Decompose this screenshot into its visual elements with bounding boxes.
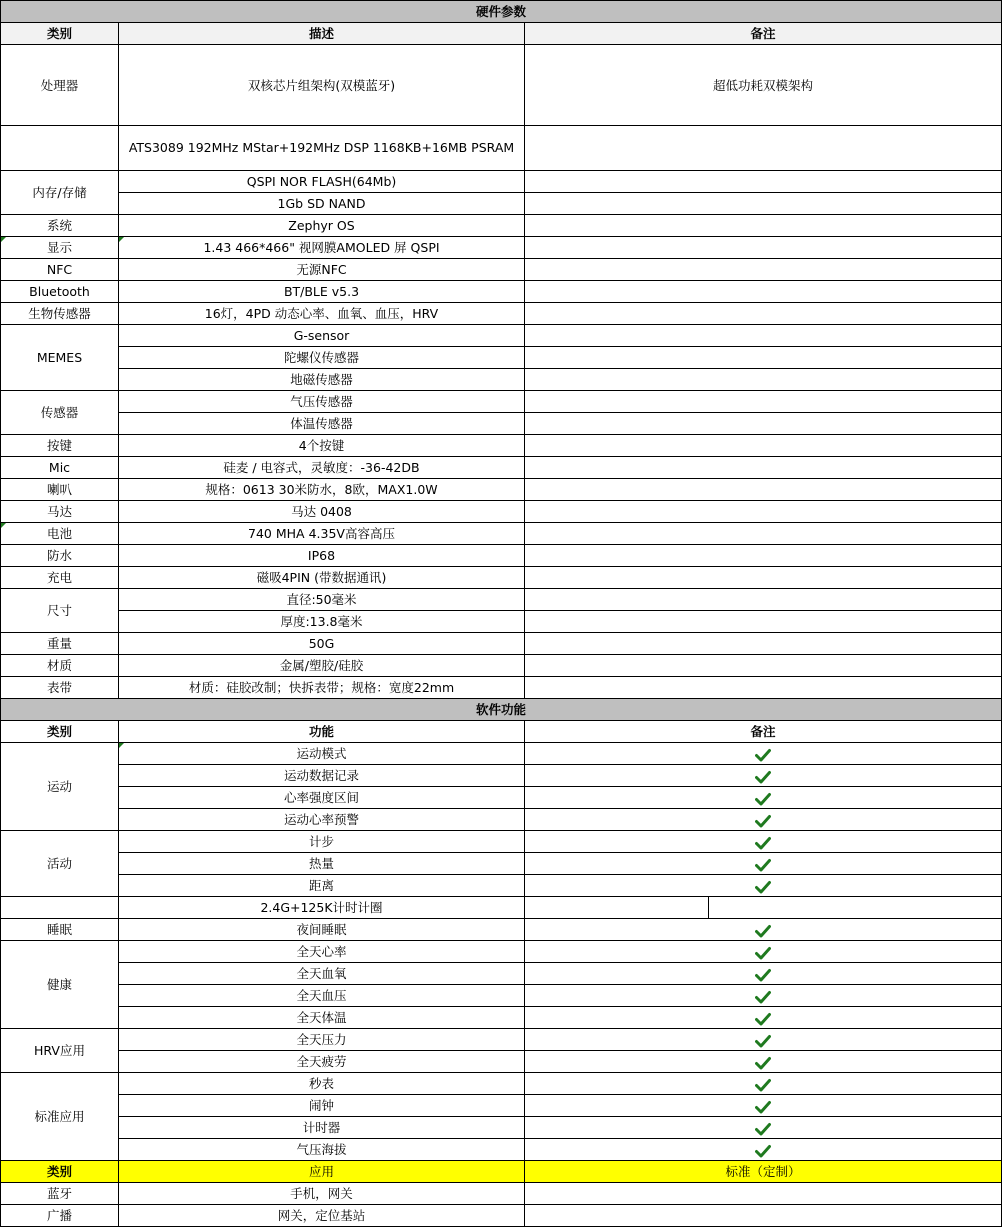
table-row [1,457,1002,479]
note-cell [525,567,1002,589]
table-row [1,677,1002,699]
desc-cell: 马达 0408 [119,501,525,523]
table-row [1,413,1002,435]
check-icon [755,1144,771,1158]
table-row [1,655,1002,677]
function-cell: 2.4G+125K计时计圈 [119,897,525,919]
function-cell: 心率强度区间 [119,787,525,809]
note-check-cell [525,985,1002,1007]
table-row [1,699,1002,721]
desc-cell: G-sensor [119,325,525,347]
table-row [1,1,1002,23]
check-icon [755,1100,771,1114]
category-cell: 标准应用 [1,1073,119,1161]
desc-cell: 双核芯片组架构(双模蓝牙) [119,45,525,126]
desc-cell: 体温传感器 [119,413,525,435]
note-cell [525,435,1002,457]
note-cell [525,1183,1002,1205]
note-cell [525,347,1002,369]
table-row [1,963,1002,985]
category-cell: 睡眠 [1,919,119,941]
category-cell: MEMES [1,325,119,391]
table-row [1,1161,1002,1183]
note-cell [525,545,1002,567]
table-row [1,1051,1002,1073]
desc-cell: QSPI NOR FLASH(64Mb) [119,171,525,193]
note-cell [525,215,1002,237]
function-cell: 闹钟 [119,1095,525,1117]
desc-cell: 直径:50毫米 [119,589,525,611]
note-cell [525,1205,1002,1227]
function-cell: 夜间睡眠 [119,919,525,941]
table-row [1,787,1002,809]
category-cell: 充电 [1,567,119,589]
header-category: 类别 [1,1161,119,1183]
header-standard: 标准（定制） [525,1161,1002,1183]
function-cell: 运动心率预警 [119,809,525,831]
desc-cell: IP68 [119,545,525,567]
category-cell: 广播 [1,1205,119,1227]
table-row [1,501,1002,523]
table-row [1,941,1002,963]
category-cell: 重量 [1,633,119,655]
function-cell: 全天疲劳 [119,1051,525,1073]
function-cell: 热量 [119,853,525,875]
desc-cell: 金属/塑胶/硅胶 [119,655,525,677]
desc-cell: BT/BLE v5.3 [119,281,525,303]
header-app: 应用 [119,1161,525,1183]
table-row [1,765,1002,787]
check-icon [755,748,771,762]
note-check-cell [525,765,1002,787]
note-check-cell [525,1029,1002,1051]
desc-cell: 无源NFC [119,259,525,281]
note-cell [525,655,1002,677]
category-cell: Bluetooth [1,281,119,303]
note-cell [525,523,1002,545]
header-function: 功能 [119,721,525,743]
note-cell [525,413,1002,435]
note-cell [525,897,709,919]
check-icon [755,1034,771,1048]
table-row [1,1139,1002,1161]
table-row [1,259,1002,281]
table-row [1,193,1002,215]
function-cell: 计时器 [119,1117,525,1139]
table-row [1,875,1002,897]
note-cell [525,369,1002,391]
table-row [1,1073,1002,1095]
table-row [1,809,1002,831]
check-icon [755,858,771,872]
table-row [1,1183,1002,1205]
table-row [1,919,1002,941]
desc-cell: 规格：0613 30米防水，8欧，MAX1.0W [119,479,525,501]
table-row [1,45,1002,126]
category-cell: 生物传感器 [1,303,119,325]
category-cell: 表带 [1,677,119,699]
table-row [1,545,1002,567]
desc-cell: 16灯，4PD 动态心率、血氧、血压，HRV [119,303,525,325]
desc-cell: 50G [119,633,525,655]
table-row [1,853,1002,875]
note-cell: 超低功耗双模架构 [525,45,1002,126]
table-row [1,479,1002,501]
table-row [1,23,1002,45]
desc-cell: 陀螺仪传感器 [119,347,525,369]
category-cell: 传感器 [1,391,119,435]
header-note: 备注 [525,23,1002,45]
category-cell: 防水 [1,545,119,567]
note-check-cell [525,1095,1002,1117]
table-row [1,1007,1002,1029]
category-cell: 处理器 [1,45,119,126]
app-cell: 网关，定位基站 [119,1205,525,1227]
category-cell: 显示 [1,237,119,259]
note-cell [525,677,1002,699]
function-cell: 距离 [119,875,525,897]
note-check-cell [525,963,1002,985]
header-description: 描述 [119,23,525,45]
desc-cell: 1Gb SD NAND [119,193,525,215]
table-row [1,1117,1002,1139]
function-cell: 全天压力 [119,1029,525,1051]
table-row [1,237,1002,259]
check-icon [755,1122,771,1136]
note-check-cell [525,743,1002,765]
note-check-cell [525,1051,1002,1073]
note-check-cell [525,919,1002,941]
check-icon [755,770,771,784]
function-cell: 运动数据记录 [119,765,525,787]
note-cell [525,633,1002,655]
function-cell: 全天血氧 [119,963,525,985]
function-cell: 全天体温 [119,1007,525,1029]
note-cell [525,237,1002,259]
check-icon [755,880,771,894]
table-row [1,391,1002,413]
category-cell: HRV应用 [1,1029,119,1073]
desc-cell: 地磁传感器 [119,369,525,391]
table-row [1,1095,1002,1117]
desc-cell: 厚度:13.8毫米 [119,611,525,633]
desc-cell: Zephyr OS [119,215,525,237]
function-cell: 全天血压 [119,985,525,1007]
desc-cell: 1.43 466*466" 视网膜AMOLED 屏 QSPI [119,237,525,259]
check-icon [755,946,771,960]
category-cell: 材质 [1,655,119,677]
table-row [1,215,1002,237]
note-check-cell [525,1007,1002,1029]
category-cell: NFC [1,259,119,281]
note-cell [525,589,1002,611]
desc-cell: 4个按键 [119,435,525,457]
desc-cell: 磁吸4PIN (带数据通讯) [119,567,525,589]
function-cell: 计步 [119,831,525,853]
table-row [1,303,1002,325]
table-row [1,369,1002,391]
note-cell [525,611,1002,633]
category-cell: 蓝牙 [1,1183,119,1205]
note-cell [525,193,1002,215]
check-icon [755,990,771,1004]
table-row [1,743,1002,765]
note-cell [709,897,1002,919]
category-cell: 系统 [1,215,119,237]
table-row [1,985,1002,1007]
category-cell: 喇叭 [1,479,119,501]
category-cell: 运动 [1,743,119,831]
check-icon [755,1012,771,1026]
table-row [1,1205,1002,1227]
table-row [1,435,1002,457]
header-category: 类别 [1,721,119,743]
header-note: 备注 [525,721,1002,743]
note-cell [525,479,1002,501]
table-row [1,567,1002,589]
table-row [1,171,1002,193]
desc-cell: 气压传感器 [119,391,525,413]
category-cell: 内存/存储 [1,171,119,215]
category-cell [1,126,119,171]
header-category: 类别 [1,23,119,45]
note-check-cell [525,831,1002,853]
table-row [1,611,1002,633]
table-row [1,589,1002,611]
desc-cell: 740 MHA 4.35V高容高压 [119,523,525,545]
table-row [1,523,1002,545]
note-cell [525,259,1002,281]
note-cell [525,325,1002,347]
note-check-cell [525,1139,1002,1161]
check-icon [755,1056,771,1070]
desc-cell: 材质：硅胶改制；快拆表带；规格：宽度22mm [119,677,525,699]
category-cell: 尺寸 [1,589,119,633]
app-cell: 手机，网关 [119,1183,525,1205]
note-cell [525,171,1002,193]
hardware-title: 硬件参数 [1,1,1002,23]
table-row [1,831,1002,853]
table-row [1,1029,1002,1051]
note-check-cell [525,809,1002,831]
note-cell [525,303,1002,325]
note-cell [525,281,1002,303]
category-cell: 马达 [1,501,119,523]
function-cell: 气压海拔 [119,1139,525,1161]
category-cell: 健康 [1,941,119,1029]
note-cell [525,126,1002,171]
note-check-cell [525,875,1002,897]
function-cell: 运动模式 [119,743,525,765]
table-row [1,633,1002,655]
check-icon [755,1078,771,1092]
category-cell: Mic [1,457,119,479]
function-cell: 秒表 [119,1073,525,1095]
desc-cell: 硅麦 / 电容式，灵敏度：-36-42DB [119,457,525,479]
table-row [1,126,1002,171]
note-cell [525,501,1002,523]
category-cell: 电池 [1,523,119,545]
table-row [1,347,1002,369]
category-cell [1,897,119,919]
note-check-cell [525,1117,1002,1139]
check-icon [755,968,771,982]
desc-cell: ATS3089 192MHz MStar+192MHz DSP 1168KB+16MB PSRAM [119,126,525,171]
note-cell [525,391,1002,413]
check-icon [755,792,771,806]
category-cell: 按键 [1,435,119,457]
check-icon [755,924,771,938]
note-check-cell [525,853,1002,875]
software-title: 软件功能 [1,699,1002,721]
note-cell [525,457,1002,479]
table-row [1,325,1002,347]
note-check-cell [525,787,1002,809]
note-check-cell [525,941,1002,963]
table-row [1,721,1002,743]
check-icon [755,836,771,850]
check-icon [755,814,771,828]
function-cell: 全天心率 [119,941,525,963]
table-row [1,281,1002,303]
note-check-cell [525,1073,1002,1095]
table-row [1,897,1002,919]
category-cell: 活动 [1,831,119,897]
